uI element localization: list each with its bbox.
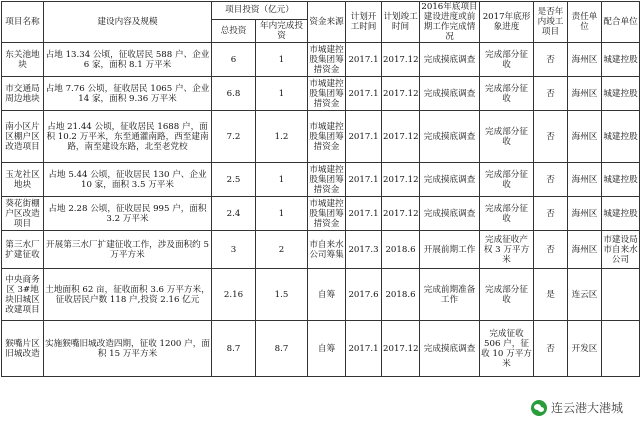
cell-total: 8.7: [212, 321, 256, 377]
table-row: [2, 43, 640, 77]
cell-start: 2017.1: [346, 111, 382, 163]
cell-content: 占地 21.44 公顷，征收居民 1688 户，面积 10.2 万平米，东至通灌南路，西至建南路，南至建设东路，北至老党校: [44, 111, 212, 163]
cell-end: 2017.12: [382, 197, 420, 231]
header-row: [2, 2, 640, 20]
cell-progress: 完成征收 506 户，征收 10 万平方米: [480, 321, 534, 377]
cell-name: 葵花街棚户区改造项目: [2, 197, 44, 231]
wechat-icon: [531, 400, 547, 416]
cell-funding: 市城建控股集团筹措资金: [309, 164, 344, 195]
cell-support: [602, 321, 640, 377]
table-row: [2, 231, 640, 269]
cell-funding: 自筹: [308, 269, 346, 321]
cell-start: 2017.1: [346, 197, 382, 231]
cell-annual: 2: [256, 231, 308, 269]
cell-progress: 完成部分征收: [480, 77, 534, 111]
col-header-investment: 项目投资（亿元）: [212, 2, 308, 20]
cell-end: 2018.6: [382, 269, 420, 321]
col-header-support: 配合单位: [602, 2, 640, 43]
cell-start: 2017.1: [346, 43, 382, 77]
cell-progress: 完成部分征收: [480, 269, 534, 321]
cell-total: 2.4: [212, 197, 256, 231]
cell-funding: 市城建控股集团筹措资金: [308, 111, 346, 163]
cell-unit: 开发区: [568, 321, 602, 377]
col-header-content: 建设内容及规模: [44, 2, 212, 43]
col-header-prelim: 2016年底项目建设进度或前期工作完成情况: [421, 2, 478, 42]
watermark-text: 连云港大港城: [550, 401, 623, 415]
cell-progress: 完成部分征收: [480, 111, 534, 163]
cell-prelim: 开展前期工作: [420, 231, 480, 269]
table-row: [2, 77, 640, 111]
cell-completed: 否: [534, 111, 568, 163]
cell-prelim: 完成摸底调查: [420, 163, 480, 197]
cell-completed: 否: [534, 77, 568, 111]
table-row: [2, 197, 640, 231]
cell-name: 猴嘴片区旧城改造: [2, 321, 44, 377]
cell-unit: 连云区: [568, 269, 602, 321]
table-row: [2, 163, 640, 197]
table-row: [2, 111, 640, 163]
cell-name: 市交通局周边地块: [2, 77, 44, 111]
cell-funding: 自筹: [308, 321, 346, 377]
cell-support: [602, 269, 640, 321]
cell-prelim: 完成前期准备工作: [420, 269, 480, 321]
cell-end: 2018.6: [382, 231, 420, 269]
cell-end: 2017.12: [382, 163, 420, 197]
cell-total: 6.8: [212, 77, 256, 111]
cell-unit: 海州区: [568, 111, 602, 163]
cell-annual: 8.7: [256, 321, 308, 377]
cell-start: 2017.3: [346, 231, 382, 269]
cell-start: 2017.1: [346, 321, 382, 377]
cell-content: 占地 7.76 公顷，征收居民 1065 户、企业 14 家，面积 9.36 万平米: [44, 77, 212, 111]
col-header-name: 项目名称: [2, 2, 44, 43]
cell-completed: 否: [534, 321, 568, 377]
cell-name: 东关池地块: [2, 43, 44, 77]
cell-end: 2017.12: [382, 321, 420, 377]
cell-funding: 市自来水公司筹集: [308, 231, 346, 269]
cell-name: 第三水厂扩建征收: [2, 231, 44, 269]
cell-annual: 1: [256, 163, 308, 197]
cell-funding: 市城建控股集团筹措资金: [309, 198, 344, 229]
cell-progress: 完成征收产权 3 万平方米: [480, 231, 534, 269]
cell-unit: 海州区: [568, 231, 602, 269]
cell-name: 中央商务区 3#地块旧城区改建项目: [2, 269, 44, 321]
cell-content: 占地 5.44 公顷，征收居民 130 户、企业 10 家，面积 3.5 万平米: [44, 163, 212, 197]
cell-name: 南小区片区棚户区改造项目: [2, 111, 44, 163]
cell-completed: 否: [534, 43, 568, 77]
cell-completed: 否: [534, 231, 568, 269]
cell-prelim: 完成摸底调查: [420, 111, 480, 163]
cell-name: 玉龙社区地块: [2, 163, 44, 197]
cell-prelim: 完成摸底调查: [420, 197, 480, 231]
table-row: [2, 321, 640, 377]
cell-total: 7.2: [212, 111, 256, 163]
cell-prelim: 完成摸底调查: [420, 43, 480, 77]
cell-progress: 完成部分征收: [480, 197, 534, 231]
cell-total: 2.16: [212, 269, 256, 321]
col-header-progress: 2017年底形象进度: [480, 2, 534, 43]
cell-completed: 是: [534, 269, 568, 321]
cell-unit: 海州区: [568, 197, 602, 231]
col-header-completed: 是否年内竣工项目: [534, 2, 568, 43]
cell-funding: 市城建控股集团筹措资金: [309, 44, 344, 75]
table-row: [2, 269, 640, 321]
cell-progress: 完成部分征收: [480, 43, 534, 77]
cell-annual: 1.2: [256, 111, 308, 163]
cell-support: 市建设局市自来水公司: [602, 231, 640, 269]
cell-support: 城建控股: [602, 197, 640, 231]
col-header-total: 总投资: [212, 19, 256, 42]
cell-start: 2017.6: [346, 269, 382, 321]
col-header-unit: 责任单位: [568, 2, 602, 43]
project-table: [1, 1, 640, 377]
cell-content: 占地 13.34 公顷，征收居民 588 户、企业 6 家，面积 8.1 万平米: [44, 43, 212, 77]
watermark: [528, 398, 626, 417]
cell-start: 2017.1: [346, 163, 382, 197]
cell-annual: 1.5: [256, 269, 308, 321]
cell-prelim: 完成摸底调查: [420, 77, 480, 111]
cell-support: 城建控股: [602, 77, 640, 111]
cell-end: 2017.12: [382, 111, 420, 163]
cell-content: 占地 2.28 公顷，征收居民 995 户，面积 3.2 万平米: [44, 197, 212, 231]
col-header-end: 计划竣工时间: [382, 2, 420, 43]
cell-content: 开展第三水厂扩建征收工作，涉及面积约 5 万平方米: [44, 231, 212, 269]
col-header-funding: 资金来源: [308, 2, 346, 43]
cell-content: 土地面积 62 亩，征收面积 3.6 万平方米，征收居民户数 118 户,投资 2.16 亿元: [44, 269, 212, 321]
cell-support: 城建控股: [602, 43, 640, 77]
cell-support: 城建控股: [602, 163, 640, 197]
cell-annual: 1: [256, 197, 308, 231]
cell-support: 城建控股: [602, 111, 640, 163]
cell-completed: 否: [534, 163, 568, 197]
cell-total: 3: [212, 231, 256, 269]
cell-start: 2017.1: [346, 77, 382, 111]
cell-end: 2017.12: [382, 77, 420, 111]
cell-prelim: 完成摸底调查: [420, 321, 480, 377]
cell-total: 2.5: [212, 163, 256, 197]
cell-unit: 海州区: [568, 43, 602, 77]
cell-unit: 海州区: [568, 163, 602, 197]
col-header-start: 计划开工时间: [346, 2, 382, 43]
cell-end: 2017.12: [382, 43, 420, 77]
cell-progress: 完成部分征收: [480, 163, 534, 197]
col-header-annual: 年内完成投资: [256, 19, 308, 42]
table-body: [2, 43, 640, 377]
cell-total: 6: [212, 43, 256, 77]
cell-funding: 市城建控股集团筹措资金: [309, 78, 344, 109]
cell-completed: 否: [534, 197, 568, 231]
cell-content: 实施猴嘴旧城改造四期，征收 1200 户，面积 15 万平方米: [44, 321, 212, 377]
cell-annual: 1: [256, 77, 308, 111]
cell-annual: 1: [256, 43, 308, 77]
cell-unit: 海州区: [568, 77, 602, 111]
